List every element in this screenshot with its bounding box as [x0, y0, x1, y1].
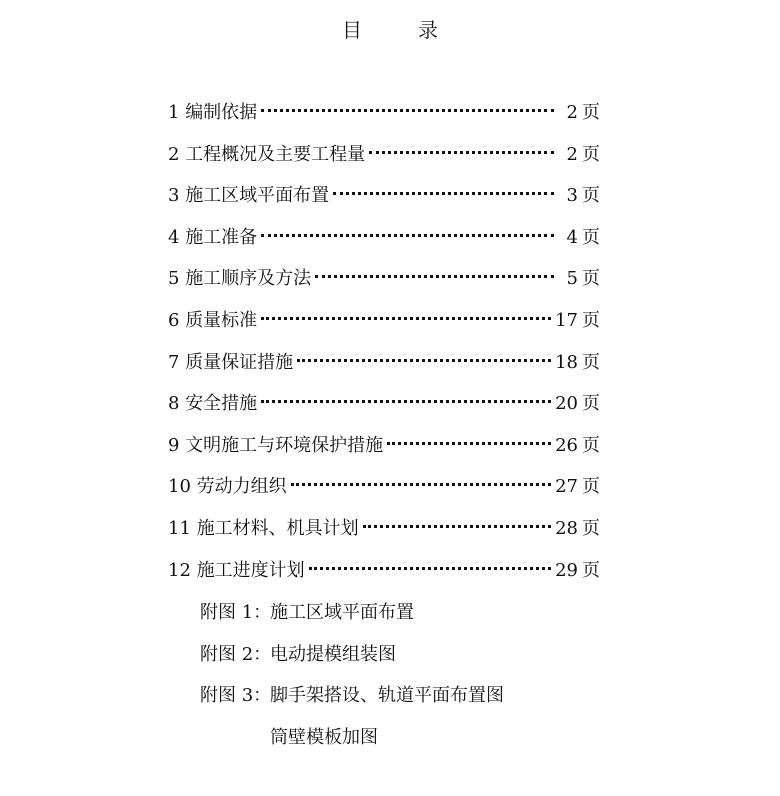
toc-page-number: 5	[566, 268, 578, 290]
dot-leader	[309, 567, 551, 570]
toc-entry-label: 5 施工顺序及方法	[168, 268, 312, 290]
appendix-text: 施工区域平面布置	[270, 602, 414, 623]
toc-entry[interactable]	[168, 175, 600, 217]
dot-leader	[315, 275, 554, 278]
appendix-continuation: 筒壁模板加图	[270, 726, 378, 748]
toc-page-number: 3	[566, 185, 578, 207]
toc-entry-label: 4 施工准备	[168, 226, 258, 248]
dot-leader	[297, 359, 551, 362]
toc-page-unit: 页	[582, 476, 600, 498]
toc-entry-label: 10 劳动力组织	[168, 476, 287, 498]
toc-entry[interactable]	[168, 383, 600, 425]
toc-page-unit: 页	[582, 351, 600, 373]
dot-leader	[369, 151, 554, 154]
appendix-item[interactable]	[200, 675, 620, 717]
toc-entry[interactable]	[168, 466, 600, 508]
toc-page-number: 2	[566, 102, 578, 123]
dot-leader	[363, 525, 551, 528]
toc-entry[interactable]	[168, 92, 600, 134]
appendix-prefix: 附图 3：	[200, 685, 272, 707]
toc-page-number: 27	[555, 476, 578, 498]
toc-entry[interactable]	[168, 508, 600, 550]
toc-page-unit: 页	[582, 559, 600, 581]
appendix-list	[200, 592, 620, 758]
toc-entry-label: 8 安全措施	[168, 393, 258, 415]
table-of-contents	[168, 92, 600, 591]
toc-entry-label: 12 施工进度计划	[168, 559, 305, 581]
toc-page-number: 20	[555, 393, 578, 415]
page-title: 目 录	[342, 18, 456, 42]
toc-page-number: 4	[566, 226, 578, 248]
toc-page-unit: 页	[582, 102, 600, 123]
toc-entry-label: 3 施工区域平面布置	[168, 185, 330, 207]
dot-leader	[333, 192, 554, 195]
toc-entry-label: 6 质量标准	[168, 309, 258, 331]
toc-entry[interactable]	[168, 425, 600, 467]
toc-entry[interactable]	[168, 258, 600, 300]
toc-entry[interactable]	[168, 550, 600, 592]
dot-leader	[261, 400, 551, 403]
toc-entry[interactable]	[168, 342, 600, 384]
toc-entry[interactable]	[168, 134, 600, 176]
toc-page-unit: 页	[582, 185, 600, 207]
dot-leader	[387, 442, 551, 445]
toc-entry-label: 9 文明施工与环境保护措施	[168, 434, 384, 456]
toc-page-unit: 页	[582, 434, 600, 456]
toc-page-unit: 页	[582, 393, 600, 415]
toc-page-number: 28	[555, 517, 578, 539]
toc-page-number: 29	[555, 559, 578, 581]
toc-entry-label: 7 质量保证措施	[168, 351, 294, 373]
toc-page-unit: 页	[582, 268, 600, 290]
toc-page-number: 2	[566, 143, 578, 165]
appendix-item[interactable]	[200, 634, 620, 676]
toc-page-unit: 页	[582, 309, 600, 331]
toc-page-number: 26	[555, 434, 578, 456]
toc-entry-label: 2 工程概况及主要工程量	[168, 143, 366, 165]
dot-leader	[291, 483, 551, 486]
toc-entry[interactable]	[168, 217, 600, 259]
toc-page-unit: 页	[582, 226, 600, 248]
toc-entry-label: 11 施工材料、机具计划	[168, 517, 359, 539]
toc-entry[interactable]	[168, 300, 600, 342]
toc-page-number: 17	[555, 309, 578, 331]
toc-page-unit: 页	[582, 143, 600, 165]
dot-leader	[261, 317, 551, 320]
toc-page-unit: 页	[582, 517, 600, 539]
appendix-prefix: 附图 1：	[200, 602, 272, 623]
appendix-item[interactable]	[200, 592, 620, 634]
appendix-prefix: 附图 2：	[200, 643, 272, 665]
appendix-text: 脚手架搭设、轨道平面布置图	[270, 685, 504, 707]
dot-leader	[261, 234, 554, 237]
toc-page-number: 18	[555, 351, 578, 373]
appendix-text: 电动提模组装图	[270, 643, 396, 665]
dot-leader	[261, 109, 554, 112]
toc-entry-label: 1 编制依据	[168, 102, 258, 123]
